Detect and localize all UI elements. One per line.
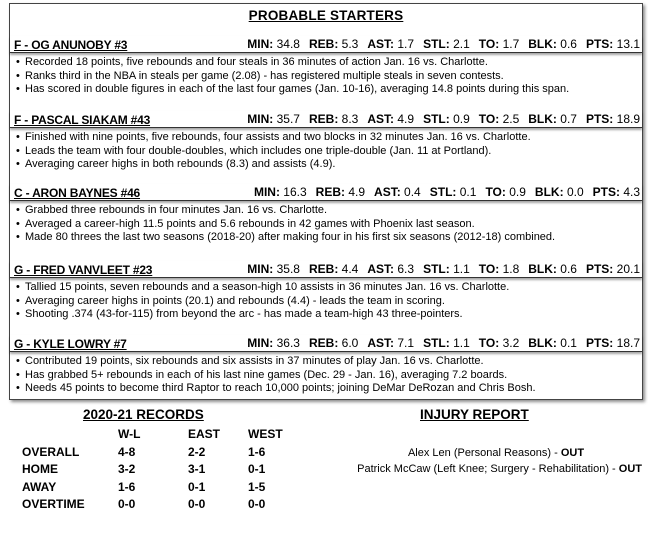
injury-description: Patrick McCaw (Left Knee; Surgery - Rehabilitation) - bbox=[357, 463, 619, 475]
list-item: • Leads the team with four double-doubles, which includes one triple-double (Jan. 11 at Portland). bbox=[16, 145, 642, 159]
list-item: • Recorded 18 points, five rebounds and four steals in 36 minutes of action Jan. 16 vs. Charlotte. bbox=[16, 56, 642, 70]
player-stats bbox=[245, 185, 640, 199]
list-item: • Grabbed three rebounds in four minutes Jan. 16 vs. Charlotte. bbox=[16, 204, 642, 218]
list-item: • Made 80 threes the last two seasons (2018-20) after making four in his first six seasons (2012-18) combined. bbox=[16, 231, 642, 245]
record-cell: 1-5 bbox=[248, 479, 266, 494]
stat-value: 35.8 bbox=[276, 262, 300, 276]
stat-min bbox=[247, 37, 300, 51]
player-name: F - PASCAL SIAKAM #43 bbox=[14, 113, 151, 127]
list-item: • Needs 45 points to become third Raptor to reach 10,000 points; joining DeMar DeRozan and Chris Bosh. bbox=[16, 382, 642, 396]
stat-label: BLK: bbox=[528, 112, 557, 126]
stat-value: 1.7 bbox=[502, 37, 520, 51]
stat-value: 1.1 bbox=[453, 336, 470, 350]
stat-ast bbox=[367, 336, 414, 350]
injury-status: OUT bbox=[560, 447, 585, 459]
player-header bbox=[10, 111, 642, 128]
player-notes bbox=[10, 131, 642, 172]
stat-value: 0.9 bbox=[453, 112, 470, 126]
stat-label: TO: bbox=[478, 262, 500, 276]
player-block bbox=[10, 261, 642, 322]
stat-label: AST: bbox=[367, 37, 395, 51]
injury-report-title: INJURY REPORT bbox=[420, 407, 529, 422]
list-item: • Tallied 15 points, seven rebounds and a season-high 10 assists in 36 minutes Jan. 16 vs. Charlotte. bbox=[16, 281, 642, 295]
stat-pts bbox=[586, 336, 640, 350]
stat-to bbox=[479, 336, 519, 350]
stat-value: 20.1 bbox=[616, 262, 640, 276]
stat-label: MIN: bbox=[253, 185, 280, 199]
stat-blk bbox=[528, 112, 577, 126]
list-item: • Averaging career highs in points (20.1) and rebounds (4.4) - leads the team in scoring. bbox=[16, 295, 642, 309]
list-item: • Averaging career highs in both rebounds (8.3) and assists (4.9). bbox=[16, 158, 642, 172]
stat-label: BLK: bbox=[528, 37, 557, 51]
stat-value: 18.9 bbox=[616, 112, 640, 126]
stat-label: MIN: bbox=[247, 37, 274, 51]
stat-label: TO: bbox=[485, 185, 506, 199]
stat-label: PTS: bbox=[592, 185, 620, 199]
stat-label: MIN: bbox=[247, 112, 274, 126]
stat-label: TO: bbox=[478, 336, 500, 350]
stat-blk bbox=[535, 185, 584, 199]
record-cell: 0-0 bbox=[118, 497, 136, 511]
stat-ast bbox=[374, 185, 421, 199]
stat-value: 36.3 bbox=[276, 336, 300, 350]
stat-value: 7.1 bbox=[397, 336, 415, 350]
table-row bbox=[18, 497, 298, 515]
stat-value: 13.1 bbox=[616, 37, 640, 51]
stat-label: STL: bbox=[423, 336, 450, 350]
stat-label: PTS: bbox=[585, 336, 614, 350]
list-item: • Has grabbed 5+ rebounds in each of his last nine games (Dec. 29 - Jan. 16), averaging 7.2 boards. bbox=[16, 369, 642, 383]
stat-value: 0.6 bbox=[560, 262, 577, 276]
stat-label: AST: bbox=[374, 185, 401, 199]
player-stats bbox=[238, 37, 640, 51]
records-header-row bbox=[18, 427, 298, 445]
injury-status: OUT bbox=[618, 463, 642, 475]
stat-value: 6.3 bbox=[397, 262, 415, 276]
stat-min bbox=[247, 262, 300, 276]
stat-value: 16.3 bbox=[283, 185, 307, 199]
records-header-cell: EAST bbox=[188, 427, 221, 441]
player-stats bbox=[238, 112, 640, 126]
record-cell: 0-1 bbox=[188, 479, 206, 494]
record-cell: 0-0 bbox=[188, 497, 206, 511]
stat-label: PTS: bbox=[585, 37, 614, 51]
record-label: OVERALL bbox=[22, 444, 80, 459]
player-stats bbox=[238, 262, 640, 276]
stat-pts bbox=[586, 262, 640, 276]
player-name: F - OG ANUNOBY #3 bbox=[14, 38, 128, 52]
injury-item bbox=[310, 463, 642, 479]
stat-reb bbox=[316, 185, 365, 199]
injury-item bbox=[310, 447, 642, 463]
stat-reb bbox=[309, 262, 358, 276]
list-item: • Shooting .374 (43-for-115) from beyond the arc - has made a team-high 43 three-pointers. bbox=[16, 308, 642, 322]
stat-value: 6.0 bbox=[341, 336, 359, 350]
stat-label: TO: bbox=[478, 37, 500, 51]
records-header-cell: W-L bbox=[118, 427, 141, 441]
stat-value: 2.5 bbox=[502, 112, 520, 126]
stat-value: 1.8 bbox=[502, 262, 520, 276]
player-name: G - KYLE LOWRY #7 bbox=[14, 337, 127, 351]
stat-value: 0.4 bbox=[404, 185, 421, 199]
stat-label: PTS: bbox=[585, 262, 614, 276]
stat-stl bbox=[423, 262, 470, 276]
list-item: • Averaged a career-high 11.5 points and 5.6 rebounds in 42 games with Phoenix last season. bbox=[16, 218, 642, 232]
stat-value: 18.7 bbox=[616, 336, 640, 350]
stat-pts bbox=[593, 185, 640, 199]
stat-value: 4.3 bbox=[623, 185, 640, 199]
player-header bbox=[10, 184, 642, 201]
stat-value: 0.6 bbox=[560, 37, 577, 51]
stat-stl bbox=[423, 112, 470, 126]
stat-label: AST: bbox=[367, 336, 395, 350]
table-row bbox=[18, 480, 298, 498]
stat-label: AST: bbox=[367, 262, 395, 276]
player-block bbox=[10, 36, 642, 97]
player-name: G - FRED VANVLEET #23 bbox=[14, 263, 153, 277]
stat-value: 0.1 bbox=[560, 336, 577, 350]
stat-value: 4.9 bbox=[397, 112, 415, 126]
stat-label: REB: bbox=[308, 336, 339, 350]
stat-label: BLK: bbox=[534, 185, 564, 199]
stat-value: 8.3 bbox=[341, 112, 359, 126]
stat-label: STL: bbox=[423, 112, 450, 126]
stat-label: BLK: bbox=[528, 262, 557, 276]
record-cell: 1-6 bbox=[248, 444, 266, 459]
player-header bbox=[10, 261, 642, 278]
stat-label: AST: bbox=[367, 112, 395, 126]
records-header-cell: WEST bbox=[248, 427, 283, 441]
page-title: PROBABLE STARTERS bbox=[248, 8, 404, 23]
player-stats bbox=[238, 336, 640, 350]
stat-label: REB: bbox=[308, 37, 339, 51]
stat-stl bbox=[423, 37, 470, 51]
stat-reb bbox=[309, 37, 358, 51]
record-cell: 1-6 bbox=[118, 479, 136, 494]
record-label: AWAY bbox=[22, 479, 57, 494]
probable-starters-panel bbox=[9, 3, 643, 400]
stat-label: REB: bbox=[308, 262, 339, 276]
player-header bbox=[10, 335, 642, 352]
stat-label: TO: bbox=[478, 112, 500, 126]
player-notes bbox=[10, 355, 642, 396]
record-cell: 3-1 bbox=[188, 462, 206, 476]
table-row bbox=[18, 445, 298, 463]
stat-label: MIN: bbox=[247, 262, 274, 276]
stat-value: 0.0 bbox=[566, 185, 584, 199]
stat-min bbox=[254, 185, 307, 199]
stat-value: 1.1 bbox=[453, 262, 470, 276]
stat-pts bbox=[586, 112, 640, 126]
stat-value: 2.1 bbox=[453, 37, 470, 51]
player-block bbox=[10, 111, 642, 172]
table-row bbox=[18, 462, 298, 480]
record-cell: 2-2 bbox=[188, 444, 206, 459]
record-cell: 4-8 bbox=[118, 444, 136, 459]
stat-stl bbox=[423, 336, 470, 350]
stat-to bbox=[479, 37, 519, 51]
stat-label: REB: bbox=[308, 112, 339, 126]
stat-value: 4.9 bbox=[348, 185, 366, 199]
stat-label: REB: bbox=[315, 185, 345, 199]
stat-blk bbox=[528, 262, 577, 276]
injury-description: Alex Len (Personal Reasons) - bbox=[407, 447, 561, 459]
list-item: • Has scored in double figures in each of the last four games (Jan. 10-16), averaging 14.8 points during this span. bbox=[16, 83, 642, 97]
stat-value: 0.1 bbox=[459, 185, 477, 199]
stat-value: 35.7 bbox=[276, 112, 300, 126]
stat-reb bbox=[309, 336, 358, 350]
stat-value: 1.7 bbox=[397, 37, 415, 51]
player-header bbox=[10, 36, 642, 53]
stat-ast bbox=[367, 37, 414, 51]
stat-min bbox=[247, 336, 300, 350]
stat-pts bbox=[586, 37, 640, 51]
stat-to bbox=[479, 262, 519, 276]
stat-min bbox=[247, 112, 300, 126]
player-block bbox=[10, 184, 642, 245]
record-cell: 0-1 bbox=[248, 462, 266, 476]
stat-to bbox=[485, 185, 525, 199]
stat-value: 5.3 bbox=[341, 37, 359, 51]
record-cell: 3-2 bbox=[118, 462, 136, 476]
stat-label: STL: bbox=[423, 37, 450, 51]
stat-value: 34.8 bbox=[276, 37, 300, 51]
list-item: • Ranks third in the NBA in steals per game (2.08) - has registered multiple steals in seven contests. bbox=[16, 70, 642, 84]
player-notes bbox=[10, 56, 642, 97]
stat-ast bbox=[367, 262, 414, 276]
stat-label: BLK: bbox=[528, 336, 557, 350]
record-cell: 0-0 bbox=[248, 497, 266, 511]
record-label: HOME bbox=[22, 462, 58, 476]
stat-value: 3.2 bbox=[502, 336, 520, 350]
stat-to bbox=[479, 112, 519, 126]
records-title: 2020-21 RECORDS bbox=[83, 407, 204, 422]
player-name: C - ARON BAYNES #46 bbox=[14, 186, 141, 200]
stat-stl bbox=[430, 185, 477, 199]
player-notes bbox=[10, 204, 642, 245]
stat-value: 4.4 bbox=[341, 262, 359, 276]
record-label: OVERTIME bbox=[22, 497, 85, 511]
stat-blk bbox=[528, 336, 577, 350]
stat-reb bbox=[309, 112, 358, 126]
stat-blk bbox=[528, 37, 577, 51]
stat-label: MIN: bbox=[247, 336, 274, 350]
player-block bbox=[10, 335, 642, 396]
player-notes bbox=[10, 281, 642, 322]
records-table bbox=[18, 427, 298, 515]
stat-label: PTS: bbox=[585, 112, 614, 126]
stat-value: 0.7 bbox=[560, 112, 577, 126]
injury-list bbox=[310, 447, 642, 479]
list-item: • Finished with nine points, five rebounds, four assists and two blocks in 32 minutes Jan. 16 vs. Charlotte. bbox=[16, 131, 642, 145]
stat-label: STL: bbox=[429, 185, 457, 199]
stat-label: STL: bbox=[423, 262, 450, 276]
stat-ast bbox=[367, 112, 414, 126]
list-item: • Contributed 19 points, six rebounds and six assists in 37 minutes of play Jan. 16 vs. Charlotte. bbox=[16, 355, 642, 369]
stat-value: 0.9 bbox=[509, 185, 526, 199]
